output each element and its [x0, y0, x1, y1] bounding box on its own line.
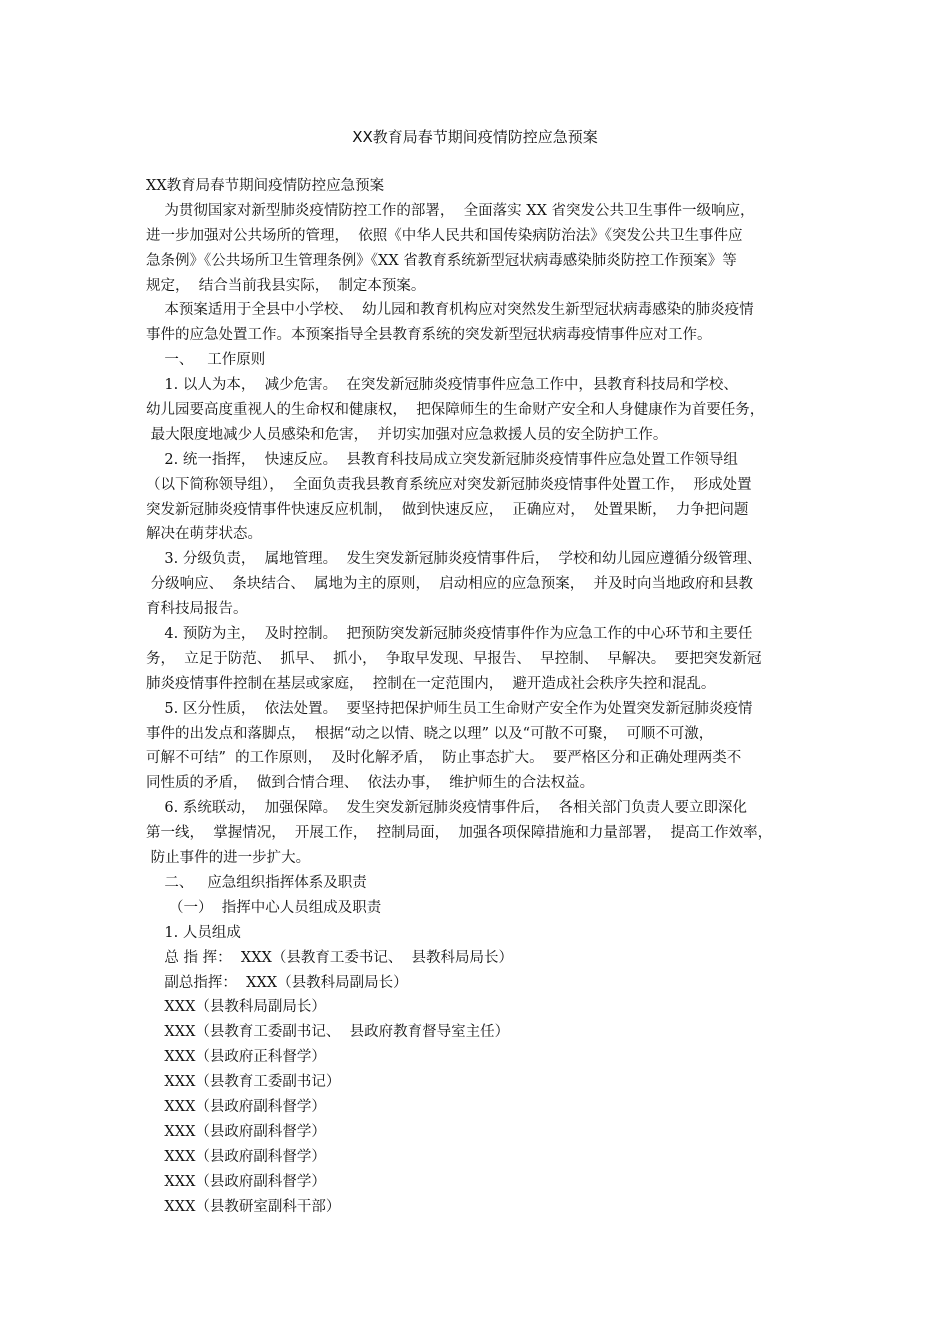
text-line: 务， 立足于防范、 抓早、 抓小， 争取早发现、早报告、 早控制、 早解决。 要把突发新冠: [146, 650, 762, 667]
text-line: XX教育局春节期间疫情防控应急预案: [146, 178, 385, 194]
text-line: XXX（县教科局副局长）: [146, 999, 326, 1016]
text-line: XXX（县政府副科督学）: [146, 1173, 326, 1190]
text-line: XXX（县教育工委副书记）: [146, 1074, 341, 1091]
text-line: 一、 工作原则: [146, 352, 266, 369]
text-line: 规定， 结合当前我县实际， 制定本预案。: [146, 277, 426, 294]
text-line: XXX（县政府副科督学）: [146, 1123, 326, 1140]
text-line: （一） 指挥中心人员组成及职责: [146, 899, 382, 916]
text-line: XXX（县教研室副科干部）: [146, 1198, 341, 1215]
text-line: 幼儿园要高度重视人的生命权和健康权， 把保障师生的生命财产安全和人身健康作为首要任务，: [146, 402, 765, 419]
text-line: 1. 以人为本， 减少危害。 在突发新冠肺炎疫情事件应急工作中，县教育科技局和学校、: [146, 377, 738, 394]
text-line: 急条例》《公共场所卫生管理条例》《XX 省教育系统新型冠状病毒感染肺炎防控工作预案》等: [146, 252, 737, 269]
text-line: 第一线， 掌握情况， 开展工作， 控制局面， 加强各项保障措施和力量部署， 提高工作效率，: [146, 825, 773, 842]
text-line: 二、 应急组织指挥体系及职责: [146, 874, 367, 891]
text-line: 事件的应急处置工作。本预案指导全县教育系统的突发新型冠状病毒疫情事件应对工作。: [146, 327, 712, 344]
text-line: （以下简称领导组）， 全面负责我县教育系统应对突发新冠肺炎疫情事件处置工作， 形成处置: [146, 476, 752, 493]
text-line: 6. 系统联动， 加强保障。 发生突发新冠肺炎疫情事件后， 各相关部门负责人要立即深化: [146, 800, 748, 817]
text-line: 育科技局报告。: [146, 601, 248, 618]
text-line: 总 指 挥： XXX（县教育工委书记、 县教科局局长）: [146, 949, 514, 966]
text-line: 2. 统一指挥， 快速反应。 县教育科技局成立突发新冠肺炎疫情事件应急处置工作领导组: [146, 451, 738, 468]
text-line: 突发新冠肺炎疫情事件快速反应机制， 做到快速反应， 正确应对， 处置果断， 力争把问题: [146, 501, 749, 518]
text-line: 5. 区分性质， 依法处置。 要坚持把保护师生员工生命财产安全作为处置突发新冠肺炎疫情: [146, 700, 753, 717]
text-line: 最大限度地减少人员感染和危害， 并切实加强对应急救援人员的安全防护工作。: [146, 426, 668, 443]
text-line: 1. 人员组成: [146, 924, 241, 941]
document-title: XX教育局春节期间疫情防控应急预案: [352, 128, 598, 146]
text-line: 4. 预防为主， 及时控制。 把预防突发新冠肺炎疫情事件作为应急工作的中心环节和主要任: [146, 626, 753, 643]
text-line: 防止事件的进一步扩大。: [146, 850, 311, 867]
text-line: 进一步加强对公共场所的管理， 依照《中华人民共和国传染病防治法》《突发公共卫生事件应: [146, 227, 743, 244]
document-body: [146, 174, 826, 1219]
text-line: XXX（县政府副科督学）: [146, 1098, 326, 1115]
text-line: 事件的出发点和落脚点， 根据“动之以情、晓之以理” 以及“可散不可聚， 可顺不可激，: [146, 725, 714, 742]
text-line: 肺炎疫情事件控制在基层或家庭， 控制在一定范围内， 避开造成社会秩序失控和混乱。: [146, 675, 716, 692]
text-line: XXX（县政府副科督学）: [146, 1148, 326, 1165]
text-line: 分级响应、 条块结合、 属地为主的原则， 启动相应的应急预案， 并及时向当地政府和县教: [146, 576, 753, 593]
text-line: 为贯彻国家对新型肺炎疫情防控工作的部署， 全面落实 XX 省突发公共卫生事件一级响应，: [146, 202, 755, 219]
text-line: 同性质的矛盾， 做到合情合理、 依法办事， 维护师生的合法权益。: [146, 775, 595, 792]
text-line: 副总指挥： XXX（县教科局副局长）: [146, 974, 408, 991]
text-line: 解决在萌芽状态。: [146, 526, 262, 543]
text-line: 本预案适用于全县中小学校、 幼儿园和教育机构应对突然发生新型冠状病毒感染的肺炎疫情: [146, 302, 754, 319]
text-line: XXX（县教育工委副书记、 县政府教育督导室主任）: [146, 1024, 510, 1041]
text-line: XXX（县政府正科督学）: [146, 1049, 326, 1066]
text-line: 3. 分级负责， 属地管理。 发生突发新冠肺炎疫情事件后， 学校和幼儿园应遵循分级管理、: [146, 551, 762, 568]
text-line: 可解不可结” 的工作原则， 及时化解矛盾， 防止事态扩大。 要严格区分和正确处理两类不: [146, 750, 742, 767]
